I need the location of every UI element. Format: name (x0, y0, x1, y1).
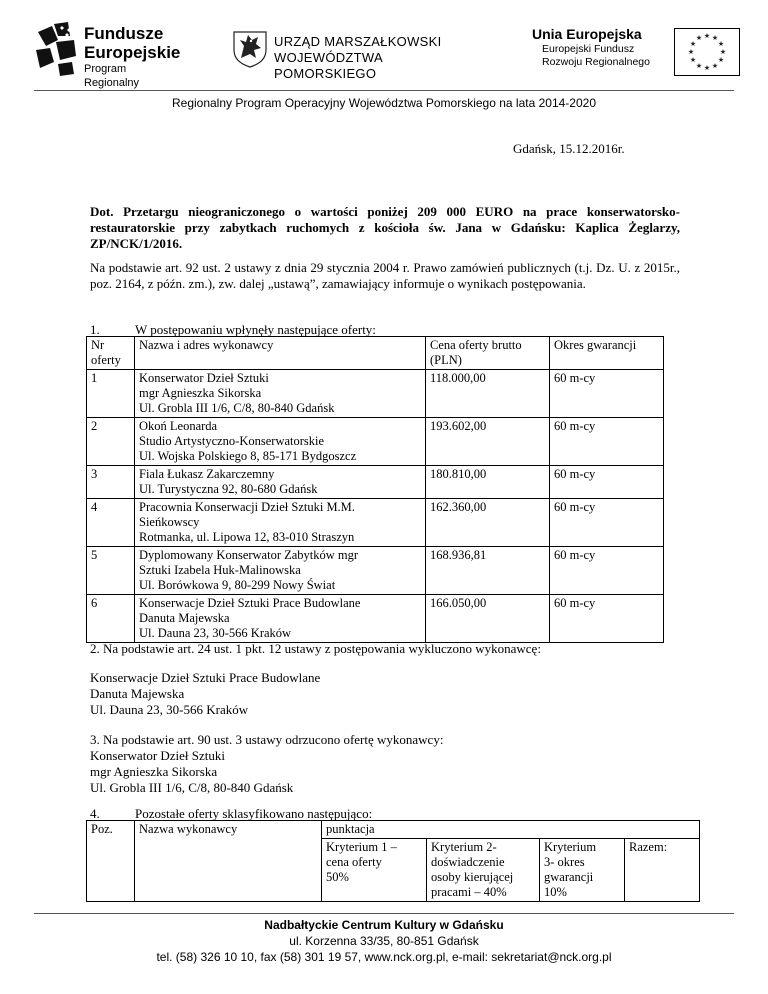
header-total: Razem: (625, 839, 700, 902)
fe-logo-line2: Europejskie (84, 43, 181, 62)
excluded-line: Konserwacje Dzieł Sztuki Prace Budowlane (90, 670, 321, 685)
urzad-marszalkowski-logo (232, 28, 462, 81)
header-price: Cena oferty brutto (PLN) (426, 337, 550, 370)
offer-price: 162.360,00 (426, 499, 550, 547)
header-criterion-2 (427, 839, 540, 902)
rejected-line: mgr Agnieszka Sikorska (90, 764, 218, 779)
fundusze-europejskie-logo (34, 22, 184, 89)
offer-name (135, 370, 426, 418)
offer-name (135, 466, 426, 499)
program-title: Regionalny Program Operacyjny Województwa Pomorskiego na lata 2014-2020 (171, 96, 596, 110)
offer-warranty: 60 m-cy (550, 418, 664, 466)
fe-logo-line1: Fundusze (84, 24, 164, 43)
footer-contact: tel. (58) 326 10 10, fax (58) 301 19 57, www.nck.org.pl, e-mail: sekretariat@nck.org.pl (156, 950, 612, 964)
offer-nr: 6 (87, 595, 135, 643)
criterion-line: 50% (326, 870, 349, 884)
header-nr: Nr oferty (87, 337, 135, 370)
offer-line: Konserwator Dzieł Sztuki (139, 371, 269, 385)
offer-warranty: 60 m-cy (550, 370, 664, 418)
svg-text:★: ★ (687, 48, 695, 56)
header-divider (34, 90, 734, 91)
criterion-line: gwarancji (544, 870, 594, 884)
offer-price: 180.810,00 (426, 466, 550, 499)
svg-text:★: ★ (719, 48, 727, 56)
section-1-number: 1. (90, 322, 100, 337)
criterion-line: cena oferty (326, 855, 382, 869)
svg-text:★: ★ (711, 62, 719, 70)
svg-text:★: ★ (695, 62, 703, 70)
offer-line: Fiala Łukasz Zakarczemny (139, 467, 275, 481)
svg-text:★: ★ (711, 34, 719, 42)
criterion-line: 3- okres (544, 855, 585, 869)
offer-price: 193.602,00 (426, 418, 550, 466)
svg-text:★: ★ (689, 56, 697, 64)
document-date: Gdańsk, 15.12.2016r. (513, 141, 625, 156)
table-row (87, 466, 664, 499)
svg-text:★: ★ (703, 32, 711, 40)
offer-warranty: 60 m-cy (550, 466, 664, 499)
offer-nr: 3 (87, 466, 135, 499)
offer-line: Studio Artystyczno-Konserwatorskie (139, 434, 325, 448)
eu-flag-icon (674, 28, 740, 76)
header-warranty: Okres gwarancji (550, 337, 664, 370)
intro-paragraph: Na podstawie art. 92 ust. 2 ustawy z dnia 29 stycznia 2004 r. Prawo zamówień publicznych (t.j. Dz. U. z 2015r., poz. 2164, z późn. zm.), zw. dalej „ustawą”, zamawiający informuje o wynikach postępowania. (90, 260, 680, 291)
fe-logo-line3: Program Regionalny (84, 63, 140, 89)
offer-line: Ul. Dauna 23, 30-566 Kraków (139, 626, 292, 640)
offer-price: 118.000,00 (426, 370, 550, 418)
unia-europejska-logo (532, 26, 742, 76)
offer-line: Okoń Leonarda (139, 419, 218, 433)
header-pos: Poz. (87, 821, 135, 902)
ue-logo-line2: Europejski Fundusz (542, 43, 635, 55)
offer-name (135, 595, 426, 643)
offer-nr: 1 (87, 370, 135, 418)
criterion-line: osoby kierującej (431, 870, 514, 884)
section-3-heading: 3. Na podstawie art. 90 ust. 3 ustawy odrzucono ofertę wykonawcy: (90, 732, 444, 747)
footer-divider (34, 913, 734, 914)
excluded-line: Danuta Majewska (90, 686, 185, 701)
table-row (87, 499, 664, 547)
offer-line: Ul. Borówkowa 9, 80-299 Nowy Świat (139, 578, 336, 592)
section-1-title: W postępowaniu wpłynęły następujące oferty: (135, 322, 376, 337)
ranking-table (86, 820, 700, 902)
criterion-line: 10% (544, 885, 567, 899)
offer-line: Danuta Majewska (139, 611, 230, 625)
griffin-crest-icon (232, 28, 268, 68)
offer-price: 168.936,81 (426, 547, 550, 595)
um-logo-line1: URZĄD MARSZAŁKOWSKI (274, 34, 442, 49)
header-name: Nazwa i adres wykonawcy (135, 337, 426, 370)
fundusze-europejskie-icon (34, 22, 78, 76)
header-criterion-3 (540, 839, 625, 902)
table-row (87, 595, 664, 643)
section-4-number: 4. (90, 806, 100, 821)
svg-text:★: ★ (689, 40, 697, 48)
offer-line: Ul. Turystyczna 92, 80-680 Gdańsk (139, 482, 318, 496)
offer-line: Ul. Wojska Polskiego 8, 85-171 Bydgoszcz (139, 449, 357, 463)
ranking-header-row-1 (87, 821, 700, 839)
offer-line: Sieńkowscy (139, 515, 200, 529)
table-row (87, 547, 664, 595)
ue-logo-line1: Unia Europejska (532, 26, 642, 42)
offer-name (135, 418, 426, 466)
criterion-line: Kryterium 1 – (326, 840, 397, 854)
svg-text:★: ★ (703, 64, 711, 72)
svg-text:★: ★ (717, 40, 725, 48)
offer-nr: 2 (87, 418, 135, 466)
offer-name (135, 547, 426, 595)
offer-line: Ul. Grobla III 1/6, C/8, 80-840 Gdańsk (139, 401, 335, 415)
footer-org-name: Nadbałtyckie Centrum Kultury w Gdańsku (264, 918, 504, 932)
offer-price: 166.050,00 (426, 595, 550, 643)
svg-text:★: ★ (717, 56, 725, 64)
rejected-contractor (90, 748, 293, 796)
offer-line: Rotmanka, ul. Lipowa 12, 83-010 Straszyn (139, 530, 355, 544)
offer-warranty: 60 m-cy (550, 595, 664, 643)
offer-warranty: 60 m-cy (550, 499, 664, 547)
offer-line: Dyplomowany Konserwator Zabytków mgr (139, 548, 359, 562)
criterion-line: pracami – 40% (431, 885, 507, 899)
offer-nr: 5 (87, 547, 135, 595)
offer-line: Pracownia Konserwacji Dzieł Sztuki M.M. (139, 500, 355, 514)
offers-table (86, 336, 664, 643)
offer-line: Konserwacje Dzieł Sztuki Prace Budowlane (139, 596, 361, 610)
offer-warranty: 60 m-cy (550, 547, 664, 595)
rejected-line: Ul. Grobla III 1/6, C/8, 80-840 Gdańsk (90, 780, 294, 795)
section-2-heading: 2. Na podstawie art. 24 ust. 1 pkt. 12 ustawy z postępowania wykluczono wykonawcę: (90, 641, 541, 656)
offer-name (135, 499, 426, 547)
criterion-line: doświadczenie (431, 855, 505, 869)
excluded-contractor (90, 670, 320, 718)
offer-line: Sztuki Izabela Huk-Malinowska (139, 563, 301, 577)
header-points: punktacja (322, 821, 700, 839)
criterion-line: Kryterium (544, 840, 597, 854)
svg-text:★: ★ (695, 34, 703, 42)
header-criterion-1 (322, 839, 427, 902)
table-row (87, 370, 664, 418)
table-row (87, 418, 664, 466)
subject-paragraph: Dot. Przetargu nieograniczonego o wartości poniżej 209 000 EURO na prace konserwatorsko-restauratorskie przy zabytkach ruchomych z kościoła św. Jana w Gdańsku: Kaplica Żeglarzy, ZP/NCK/1/2016. (90, 204, 680, 251)
offer-line: mgr Agnieszka Sikorska (139, 386, 262, 400)
footer-address: ul. Korzenna 33/35, 80-851 Gdańsk (289, 934, 479, 948)
offers-header-row (87, 337, 664, 370)
criterion-line: Kryterium 2- (431, 840, 497, 854)
offer-nr: 4 (87, 499, 135, 547)
section-4-title: Pozostałe oferty sklasyfikowano następująco: (135, 806, 373, 821)
rejected-line: Konserwator Dzieł Sztuki (90, 748, 226, 763)
um-logo-line2: WOJEWÓDZTWA POMORSKIEGO (274, 50, 383, 81)
header-contractor: Nazwa wykonawcy (135, 821, 322, 902)
ue-logo-line3: Rozwoju Regionalnego (542, 56, 650, 68)
excluded-line: Ul. Dauna 23, 30-566 Kraków (90, 702, 249, 717)
